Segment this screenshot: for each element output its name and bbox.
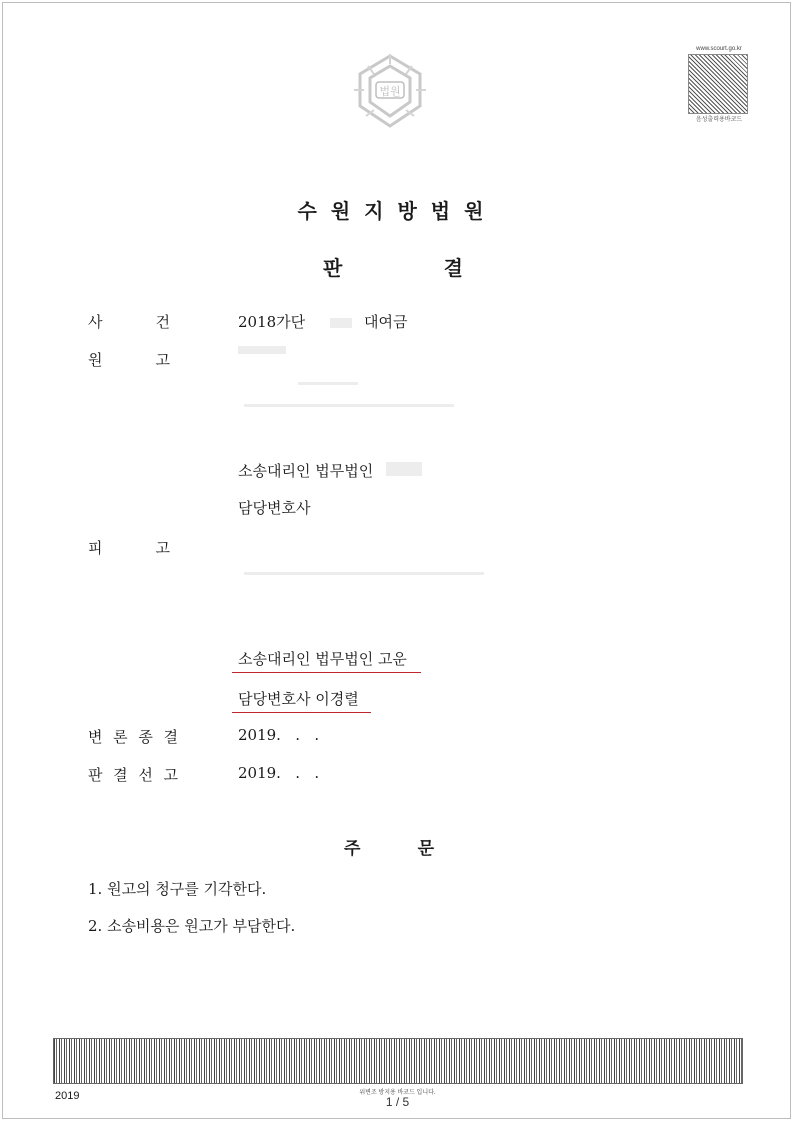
qr-url: www.scourt.go.kr bbox=[696, 46, 742, 52]
argument-closed-label: 변 론 종 결 bbox=[88, 728, 178, 746]
redaction-mark bbox=[244, 572, 484, 575]
document-type bbox=[323, 252, 463, 281]
footer-year: 2019 bbox=[55, 1090, 80, 1102]
plaintiff-attorney-firm: 소송대리인 법무법인 bbox=[238, 462, 374, 480]
document-type-char: 결 bbox=[443, 256, 463, 280]
page-number: 1 / 5 bbox=[385, 1095, 410, 1109]
defendant-label: 피 고 bbox=[88, 539, 170, 557]
order-item: 1. 원고의 청구를 기각한다. bbox=[88, 880, 267, 898]
order-item: 2. 소송비용은 원고가 부담한다. bbox=[88, 917, 296, 935]
qr-code bbox=[688, 54, 748, 114]
court-emblem-icon bbox=[348, 52, 432, 132]
footer-note: 위변조 방지용 바코드 입니다. bbox=[359, 1090, 436, 1096]
argument-closed-date: 2019. . . bbox=[238, 726, 320, 744]
redaction-mark bbox=[244, 404, 454, 407]
redaction-mark bbox=[238, 346, 286, 354]
plaintiff-attorney-lawyer: 담당변호사 bbox=[238, 499, 311, 517]
judgment-date: 2019. . . bbox=[238, 764, 320, 782]
qr-caption: 음성출력용바코드 bbox=[695, 117, 743, 123]
anti-forgery-barcode bbox=[53, 1038, 743, 1084]
redaction-mark bbox=[298, 382, 358, 385]
defendant-attorney-lawyer: 담당변호사 이경렬 bbox=[238, 690, 359, 708]
case-name: 대여금 bbox=[364, 313, 408, 331]
redaction-mark bbox=[386, 462, 422, 476]
court-name: 수원지방법원 bbox=[297, 199, 498, 223]
page-frame bbox=[2, 2, 791, 1119]
redaction-mark bbox=[330, 318, 352, 328]
case-number: 2018가단 bbox=[238, 313, 306, 331]
defendant-attorney-firm: 소송대리인 법무법인 고운 bbox=[238, 650, 407, 668]
svg-text:법원: 법원 bbox=[379, 85, 401, 98]
order-title: 주 문 bbox=[344, 839, 434, 859]
judgment-date-label: 판 결 선 고 bbox=[88, 766, 178, 784]
document-type-char: 판 bbox=[323, 256, 343, 280]
case-label: 사 건 bbox=[88, 313, 170, 331]
underline-mark bbox=[232, 712, 371, 713]
plaintiff-label: 원 고 bbox=[88, 351, 170, 369]
underline-mark bbox=[232, 672, 421, 673]
